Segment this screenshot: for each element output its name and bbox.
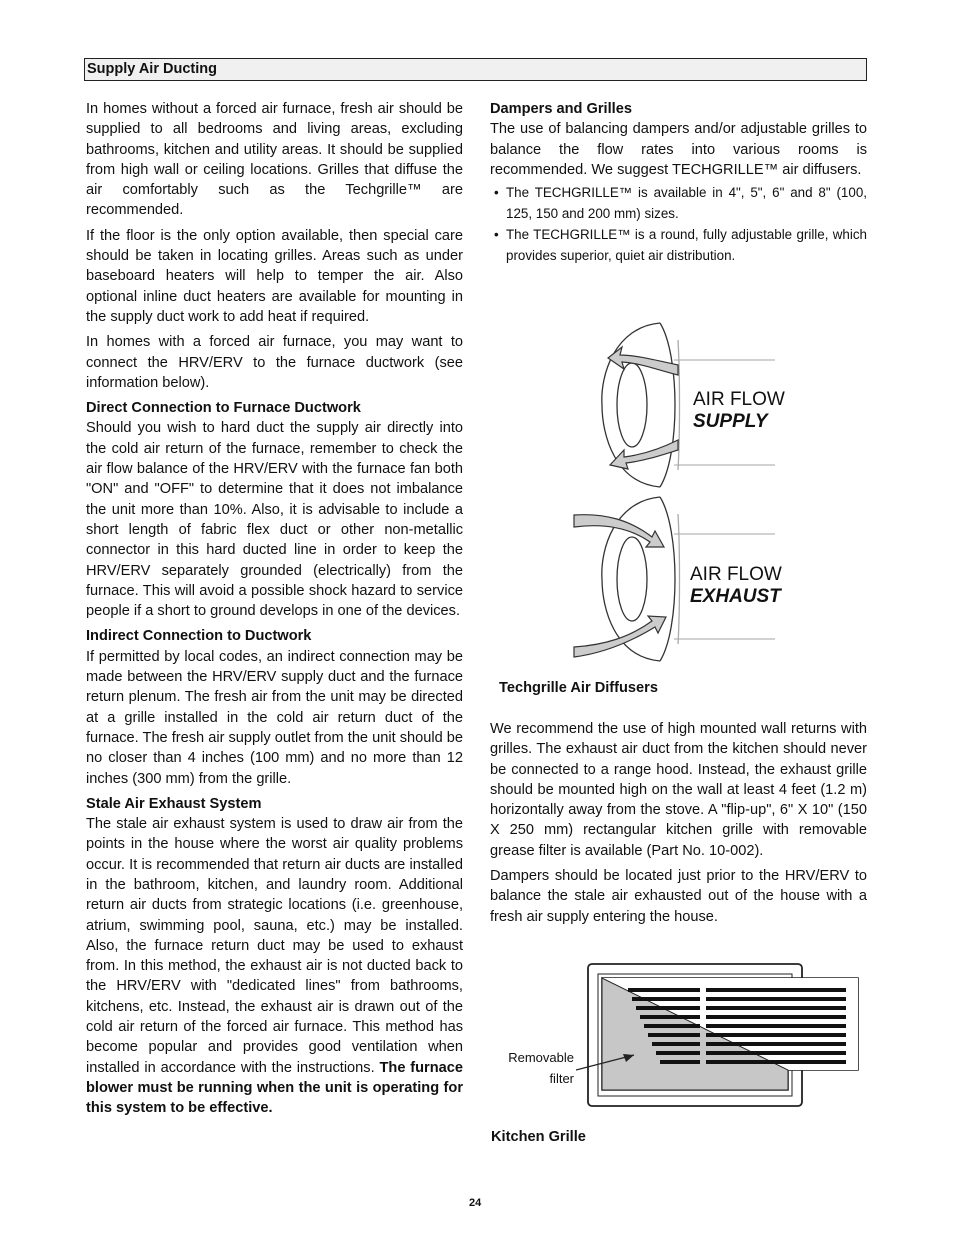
paragraph-floor: If the floor is the only option available, then special care should be taken in locating grilles. Areas such as under baseboard heaters will help to temper the air. Also optional inline duct heaters are available for mounting in the supply duct work to add heat if required. — [86, 227, 463, 325]
paragraph-stale-air — [86, 814, 463, 1118]
heading-direct-connection: Direct Connection to Furnace Ductwork — [86, 400, 361, 417]
page-number: 24 — [469, 1197, 482, 1209]
grille-louvers — [628, 990, 846, 1062]
exhaust-label-line2: EXHAUST — [690, 586, 781, 607]
paragraph-intro: In homes without a forced air furnace, fresh air should be supplied to all bedrooms and living areas, excluding bathrooms, kitchen and utility areas. It should be supplied from high wall or ceiling locations. Grilles that diffuse the air comfortably such as the Techgrille™ are recommended. — [86, 101, 463, 219]
filter-label-line2: filter — [549, 1071, 574, 1086]
right-column-bottom — [490, 719, 867, 932]
paragraph-dampers-location: Dampers should be located just prior to the HRV/ERV to balance the stale air exhausted out of the house with a fresh air supply entering the house. — [490, 868, 867, 925]
supply-label-line1: AIR FLOW — [693, 389, 785, 410]
paragraph-dampers: The use of balancing dampers and/or adjustable grilles to balance the flow rates into various rooms is recommended. We suggest TECHGRILLE™ air diffusers. — [490, 121, 867, 178]
paragraph-indirect-connection: If permitted by local codes, an indirect connection may be made between the HRV/ERV supply duct and the furnace return plenum. The fresh air from the unit may be directed at a grille installed in the cold air return duct of the furnace. The fresh air supply outlet from the unit should be no closer than 4 inches (100 mm) and no more than 12 inches (300 mm) from the grille. — [86, 648, 463, 787]
heading-indirect-connection: Indirect Connection to Ductwork — [86, 628, 312, 645]
diffuser-caption: Techgrille Air Diffusers — [499, 680, 658, 696]
paragraph-direct-connection: Should you wish to hard duct the supply air directly into the cold air return of the furnace, remember to check the air flow balance of the HRV/ERV with the furnace fan both "ON" and "OFF" to determine that it does not imbalance the unit more than 10%. Also, it is advisable to include a short length of fabric flex duct or other non-metallic connector in this hard ducted line in order to keep the HRV/ERV separately grounded (electrically) from the furnace. This will avoid a possible shock hazard to service people if a short to ground develops in one of the devices. — [86, 420, 463, 620]
techgrille-bullets — [490, 183, 867, 266]
paragraph-furnace: In homes with a forced air furnace, you may want to connect the HRV/ERV to the furnace ductwork (see information below). — [86, 334, 463, 391]
left-column — [86, 99, 463, 1124]
heading-dampers-grilles: Dampers and Grilles — [490, 101, 632, 117]
bullet-item: • The TECHGRILLE™ is a round, fully adjustable grille, which provides superior, quiet air distribution. — [490, 225, 867, 266]
kitchen-grille-figure — [576, 962, 866, 1112]
section-header — [84, 58, 867, 81]
supply-arrows — [608, 347, 678, 469]
bullet-item: • The TECHGRILLE™ is available in 4", 5", 6" and 8" (100, 125, 150 and 200 mm) sizes. — [490, 183, 867, 224]
supply-label — [693, 389, 785, 433]
exhaust-arrows — [574, 515, 666, 657]
right-column-top — [490, 99, 867, 267]
removable-filter-label — [500, 1047, 574, 1089]
stale-air-warning: The furnace blower must be running when the unit is operating for this system to be effective. — [86, 1059, 464, 1117]
paragraph-wall-returns: We recommend the use of high mounted wall returns with grilles. The exhaust air duct from the kitchen should never be connected to a range hood. Instead, the exhaust grille should be mounted high on the wall at least 4 feet (1.2 m) horizontally away from the stove. A "flip-up", 6" X 10" (150 X 250 mm) rectangular kitchen grille with removable grease filter is available (Part No. 10-002). — [490, 721, 867, 859]
kitchen-grille-caption: Kitchen Grille — [491, 1129, 586, 1145]
exhaust-label — [690, 564, 782, 608]
filter-label-line1: Removable — [508, 1050, 574, 1065]
exhaust-label-line1: AIR FLOW — [690, 564, 782, 585]
stale-air-text: The stale air exhaust system is used to draw air from the points in the house where the worst air quality problems occur. It is recommended that return air ducts are installed in the bathroom, kitchen, and laundry room. Additional return air ducts from strategic locations (i.e. greenhouse, atrium, swimming pool, sauna, etc.) may be installed. Also, the furnace return duct may be used to exhaust from. In this method, the exhaust air is not ducted back to the HRV/ERV with "dedicated lines" from bathrooms, kitchens, etc. Instead, the exhaust air is drawn out of the cold air return of the forced air furnace. This method has become popular and provides good ventilation when installed in accordance with the instructions. — [86, 816, 463, 1076]
heading-stale-air: Stale Air Exhaust System — [86, 795, 262, 812]
section-title: Supply Air Ducting — [87, 61, 217, 77]
techgrille-diffuser-figure — [560, 315, 790, 675]
supply-label-line2: SUPPLY — [693, 411, 768, 432]
